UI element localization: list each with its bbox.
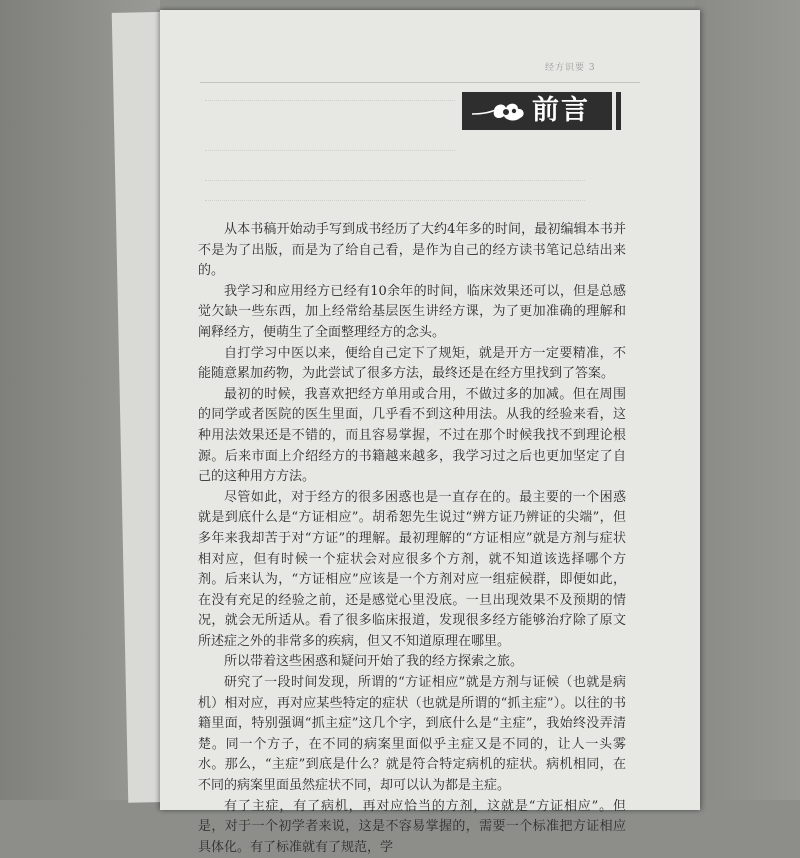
bleed-through-line bbox=[205, 200, 585, 211]
chapter-banner-tab bbox=[616, 92, 621, 130]
desk-background-right bbox=[695, 0, 800, 800]
bleed-through-line bbox=[205, 180, 585, 191]
header-rule bbox=[200, 82, 640, 83]
cloud-ornament-icon bbox=[470, 96, 528, 126]
running-head: 经方识要 3 bbox=[545, 63, 596, 73]
preface-body bbox=[198, 220, 626, 858]
bleed-through-line bbox=[205, 150, 455, 161]
chapter-title: 前言 bbox=[532, 95, 590, 126]
paragraph: 所以带着这些困惑和疑问开始了我的经方探索之旅。 bbox=[224, 654, 524, 670]
paragraph: 自打学习中医以来，便给自己定下了规矩，就是开方一定要精准，不能随意累加药物，为此尝试了很多方法，最终还是在经方里找到了答案。 bbox=[198, 345, 626, 382]
paragraph: 研究了一段时间发现，所谓的“方证相应”就是方剂与证候（也就是病机）相对应，再对应某些特定的症状（也就是所谓的“抓主症”）。以往的书籍里面，特别强调“抓主症”这几个字，到底什么是“主症”，我始终没弄清楚。同一个方子，在不同的病案里面似乎主症又是不同的，让人一头雾水。那么，“主症”到底是什么？就是符合特定病机的症状。病机相同，在不同的病案里面虽然症状不同，却可以认为都是主症。 bbox=[198, 675, 626, 794]
paragraph: 尽管如此，对于经方的很多困惑也是一直存在的。最主要的一个困惑就是到底什么是“方证相应”。胡希恕先生说过“辨方证乃辨证的尖端”，但多年来我却苦于对“方证”的理解。最初理解的“方证相应”就是方剂与症状相对应，但有时候一个症状会对应很多个方剂，就不知道该选择哪个方剂。后来认为，“方证相应”应该是一个方剂对应一组症候群，即便如此，在没有充足的经验之前，还是感觉心里没底。一旦出现效果不及预期的情况，就会无所适从。看了很多临床报道，发现很多经方能够治疗除了原文所述症之外的非常多的疾病，但又不知道原理在哪里。 bbox=[198, 489, 626, 649]
bleed-through-line bbox=[205, 100, 455, 111]
paragraph: 从本书稿开始动手写到成书经历了大约4年多的时间，最初编辑本书并不是为了出版，而是为了给自己看，是作为自己的经方读书笔记总结出来的。 bbox=[198, 222, 626, 279]
paragraph: 最初的时候，我喜欢把经方单用或合用，不做过多的加减。但在周围的同学或者医院的医生里面，几乎看不到这种用法。从我的经验来看，这种用法效果还是不错的，而且容易掌握，不过在那个时候我找不到理论根源。后来市面上介绍经方的书籍越来越多，我学习过之后也更加坚定了自己的这种用方方法。 bbox=[198, 386, 626, 485]
paragraph: 我学习和应用经方已经有10余年的时间，临床效果还可以，但是总感觉欠缺一些东西，加上经常给基层医生讲经方课，为了更加准确的理解和阐释经方，便萌生了全面整理经方的念头。 bbox=[198, 283, 626, 340]
paragraph: 有了主症，有了病机，再对应恰当的方剂，这就是“方证相应”。但是，对于一个初学者来说，这是不容易掌握的，需要一个标准把方证相应具体化。有了标准就有了规范，学 bbox=[198, 798, 626, 855]
